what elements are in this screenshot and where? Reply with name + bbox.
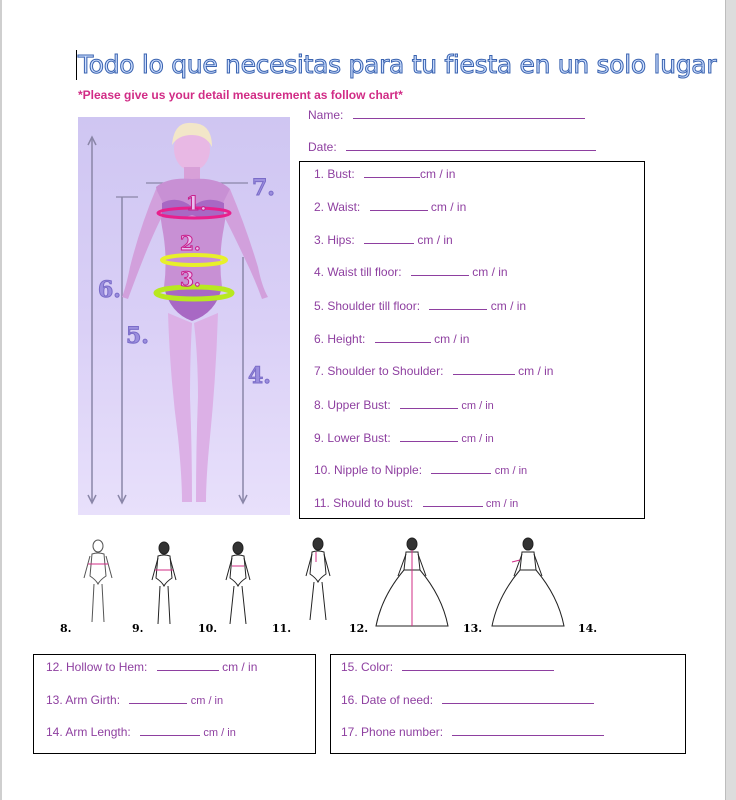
measurement-unit: cm / in <box>430 200 467 214</box>
row-color[interactable] <box>341 660 554 674</box>
sketch-upper-bust-figure <box>78 538 118 624</box>
sketch-lower-bust-figure <box>146 540 186 626</box>
measurement-label: 4. Waist till floor: <box>314 265 402 279</box>
measurement-unit: cm / in <box>420 167 456 181</box>
measurement-unit: cm / in <box>485 498 519 510</box>
sketch-number-14: 14. <box>578 622 598 635</box>
detail-blank[interactable] <box>442 693 594 704</box>
measurement-blank[interactable] <box>423 496 483 507</box>
measurement-label: 11. Should to bust: <box>314 496 414 510</box>
measurement-row-should-to-bust[interactable] <box>314 496 518 510</box>
measurement-blank[interactable] <box>375 332 431 343</box>
name-label: Name: <box>308 108 344 122</box>
date-label: Date: <box>308 140 337 154</box>
detail-label: 15. Color: <box>341 660 394 674</box>
order-details-box <box>330 654 686 754</box>
measurement-label: 13. Arm Girth: <box>46 693 121 707</box>
measurement-blank[interactable] <box>400 431 458 442</box>
measurement-row-hips[interactable] <box>314 233 453 247</box>
name-blank[interactable] <box>353 108 585 119</box>
measurement-unit: cm / in <box>490 299 527 313</box>
measurement-label: 6. Height: <box>314 332 366 346</box>
measurement-label: 5. Shoulder till floor: <box>314 299 421 313</box>
measurement-row-lower-bust[interactable] <box>314 431 494 445</box>
date-field[interactable] <box>308 140 596 154</box>
sketch-arm-girth-gown <box>488 536 568 630</box>
measurement-blank[interactable] <box>453 364 515 375</box>
marker-1: 1. <box>186 191 207 215</box>
date-blank[interactable] <box>346 140 596 151</box>
row-arm-girth[interactable] <box>46 693 223 707</box>
measurement-label: 1. Bust: <box>314 167 355 181</box>
row-hollow-to-hem[interactable] <box>46 660 257 674</box>
detail-label: 17. Phone number: <box>341 725 444 739</box>
measurement-unit: cm / in <box>494 465 528 477</box>
measurement-blank[interactable] <box>157 660 219 671</box>
sketch-number-8: 8. <box>60 622 72 635</box>
body-measurement-figure <box>78 117 290 515</box>
measurement-row-shoulder-to-shoulder[interactable] <box>314 364 553 378</box>
measurement-blank[interactable] <box>370 200 428 211</box>
sketch-shoulder-to-bust-figure <box>296 536 338 622</box>
measurement-label: 9. Lower Bust: <box>314 431 391 445</box>
sketch-number-12: 12. <box>349 622 369 635</box>
measurement-blank[interactable] <box>364 233 414 244</box>
measurement-blank[interactable] <box>400 398 458 409</box>
measurement-label: 3. Hips: <box>314 233 355 247</box>
row-arm-length[interactable] <box>46 725 236 739</box>
page-subtitle: *Please give us your detail measurement as follow chart* <box>78 88 403 102</box>
measurement-label: 10. Nipple to Nipple: <box>314 463 423 477</box>
measurement-label: 2. Waist: <box>314 200 361 214</box>
measurement-row-waist[interactable] <box>314 200 466 214</box>
row-phone-number[interactable] <box>341 725 604 739</box>
sketch-hollow-to-hem-gown <box>372 536 452 630</box>
measurement-row-bust[interactable] <box>314 167 455 181</box>
marker-6: 6. <box>98 277 121 303</box>
extra-measurements-box <box>33 654 316 754</box>
sketch-nipple-to-nipple-figure <box>220 540 260 626</box>
measurement-unit: cm / in <box>203 727 236 739</box>
detail-blank[interactable] <box>402 660 554 671</box>
marker-2: 2. <box>180 231 201 255</box>
marker-7: 7. <box>252 175 275 201</box>
measurement-label: 12. Hollow to Hem: <box>46 660 148 674</box>
sketch-number-11: 11. <box>272 622 292 635</box>
measurement-unit: cm / in <box>461 400 494 412</box>
measurement-blank[interactable] <box>129 693 187 704</box>
measurement-blank[interactable] <box>140 725 200 736</box>
measurement-unit: cm / in <box>472 265 508 279</box>
page-left-edge <box>0 0 2 800</box>
measurement-label: 14. Arm Length: <box>46 725 131 739</box>
measurement-unit: cm / in <box>222 660 258 674</box>
measurement-unit: cm / in <box>417 233 453 247</box>
page-title: Todo lo que necesitas para tu fiesta en un solo lugar <box>78 50 717 79</box>
marker-4: 4. <box>248 363 271 389</box>
detail-blank[interactable] <box>452 725 604 736</box>
measurement-unit: cm / in <box>518 364 554 378</box>
sketch-number-9: 9. <box>132 622 144 635</box>
measurement-blank[interactable] <box>411 265 469 276</box>
marker-5: 5. <box>126 323 149 349</box>
measurement-row-nipple-to-nipple[interactable] <box>314 463 527 477</box>
row-date-of-need[interactable] <box>341 693 594 707</box>
measurement-unit: cm / in <box>461 433 494 445</box>
measurement-row-shoulder-till-floor[interactable] <box>314 299 526 313</box>
measurement-label: 7. Shoulder to Shoulder: <box>314 364 444 378</box>
page-scrollbar[interactable] <box>725 0 736 800</box>
sketch-number-13: 13. <box>463 622 483 635</box>
name-field[interactable] <box>308 108 585 122</box>
measurement-blank[interactable] <box>431 463 491 474</box>
measurement-blank[interactable] <box>364 167 420 178</box>
measurement-row-waist-till-floor[interactable] <box>314 265 508 279</box>
sketch-number-10: 10. <box>198 622 218 635</box>
measurement-label: 8. Upper Bust: <box>314 398 391 412</box>
marker-3: 3. <box>180 267 201 291</box>
detail-label: 16. Date of need: <box>341 693 434 707</box>
text-cursor <box>76 50 77 80</box>
measurement-unit: cm / in <box>434 332 470 346</box>
measurement-row-height[interactable] <box>314 332 469 346</box>
measurement-row-upper-bust[interactable] <box>314 398 494 412</box>
measurement-blank[interactable] <box>429 299 487 310</box>
measurement-unit: cm / in <box>190 695 224 707</box>
measurement-list-box <box>299 161 645 519</box>
